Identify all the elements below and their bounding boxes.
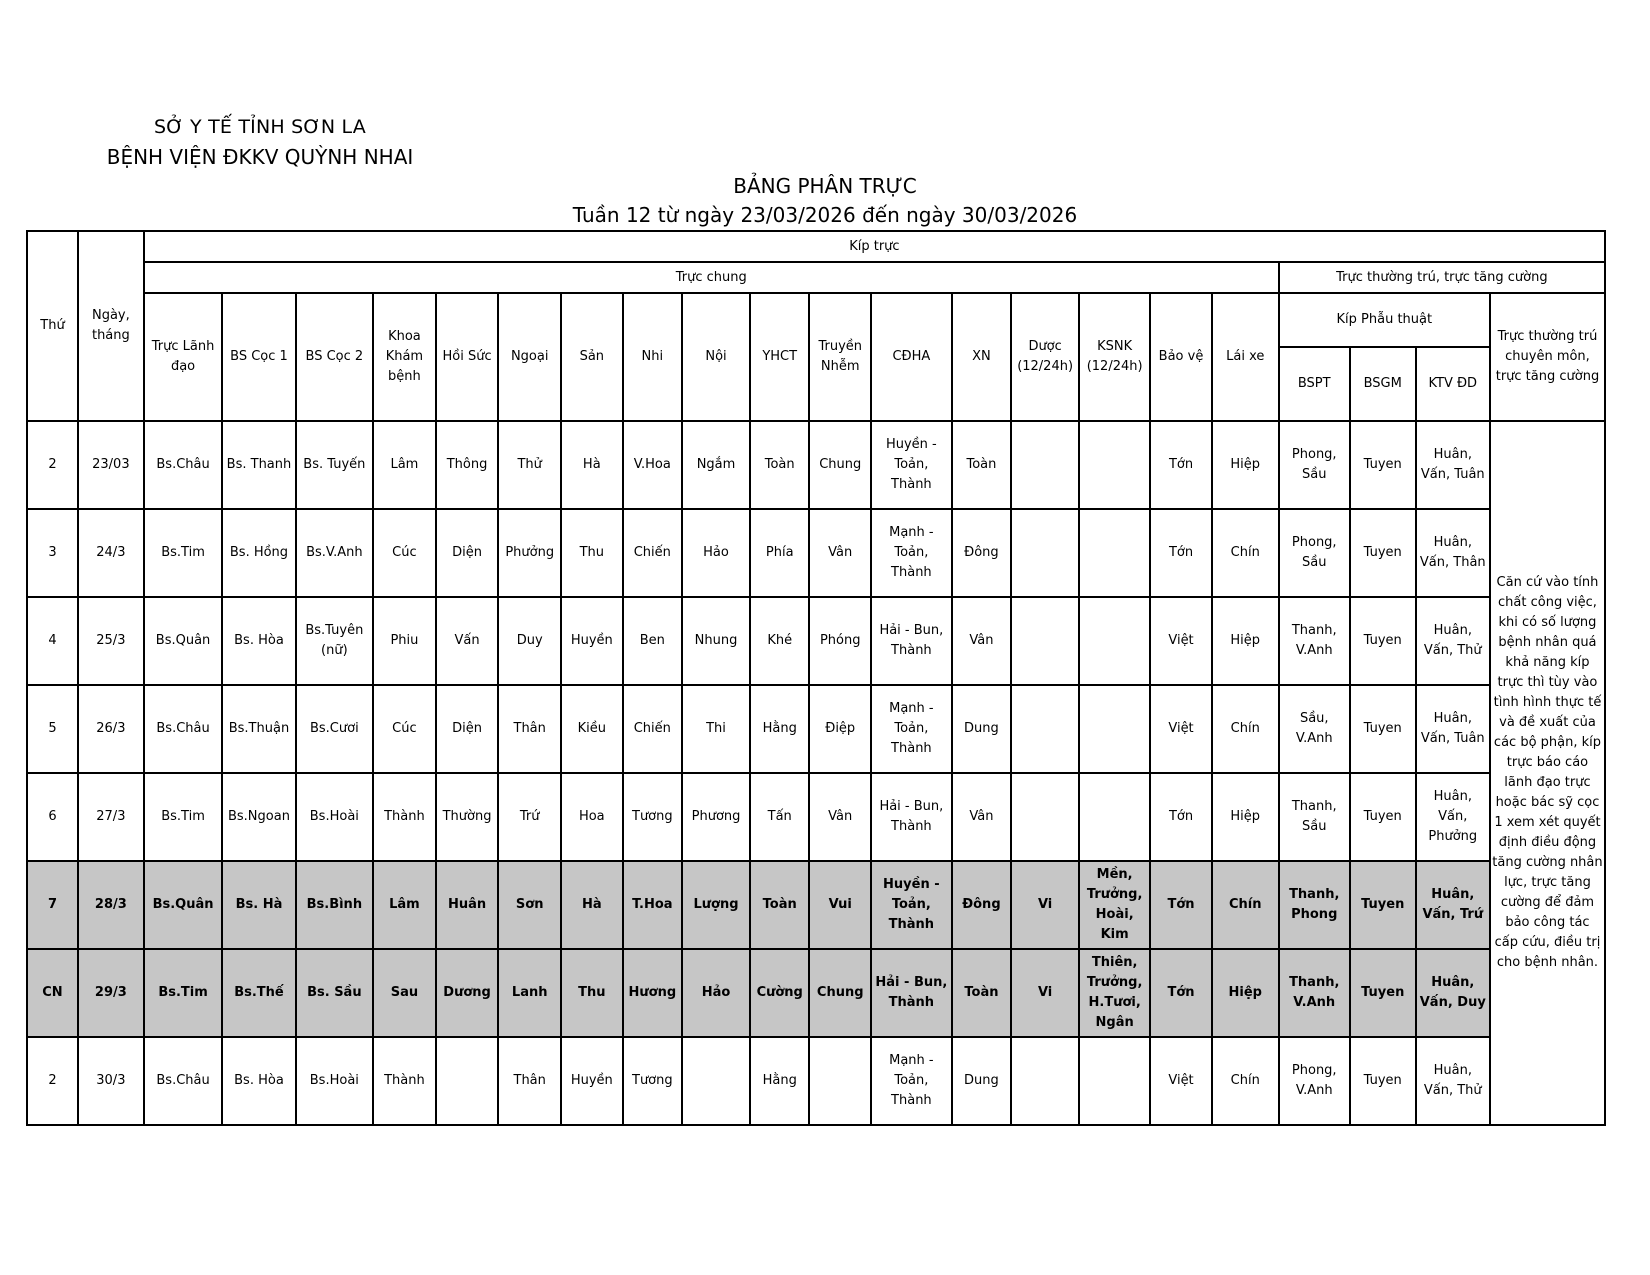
header-kip-truc: Kíp trực [144,231,1605,262]
document-title: BẢNG PHÂN TRỰC [733,174,917,198]
table-cell: Thành [373,773,436,861]
table-cell: Huyền [561,597,623,685]
header-truc-chung: Trực chung [144,262,1279,293]
table-cell: Bs. Hòa [222,1037,295,1125]
cell-thu: CN [27,949,78,1037]
table-cell: Tớn [1150,949,1212,1037]
table-cell: Thành [373,1037,436,1125]
cell-thu: 2 [27,1037,78,1125]
table-cell: Huyền [561,1037,623,1125]
table-cell: Bs.Hoài [296,773,374,861]
table-cell: Bs.Hoài [296,1037,374,1125]
table-cell: Vân [952,597,1011,685]
cell-ngay: 30/3 [78,1037,144,1125]
table-row [27,509,1605,597]
table-cell: Vân [809,773,871,861]
table-cell: Huân, Vấn, Trứ [1416,861,1490,949]
table-cell [1011,597,1079,685]
table-cell: Việt [1150,597,1212,685]
table-cell: Cường [750,949,809,1037]
table-row [27,1037,1605,1125]
table-cell: Việt [1150,685,1212,773]
table-cell [682,1037,750,1125]
table-cell: Bs. Sầu [296,949,374,1037]
header-kip-phau-thuat: Kíp Phẫu thuật [1279,293,1490,347]
column-header: Nội [682,293,750,421]
table-cell: Lanh [498,949,561,1037]
table-cell: Hiệp [1212,949,1279,1037]
table-cell: Thiên, Trưởng, H.Tươi, Ngân [1079,949,1150,1037]
table-cell: Toàn [952,949,1011,1037]
table-cell: Tớn [1150,773,1212,861]
table-cell: Vấn [436,597,499,685]
cell-ngay: 27/3 [78,773,144,861]
table-cell: Thanh, Phong [1279,861,1350,949]
table-cell: Phương [682,773,750,861]
table-cell: Bs.Quân [144,861,223,949]
table-cell: Dung [952,1037,1011,1125]
table-cell: Thanh, V.Anh [1279,597,1350,685]
column-header: Ngoại [498,293,561,421]
column-header: CĐHA [871,293,952,421]
table-cell: Việt [1150,1037,1212,1125]
table-cell: Hà [561,421,623,509]
table-cell: Hà [561,861,623,949]
table-cell: Chiến [623,509,682,597]
table-cell: Hiệp [1212,421,1279,509]
table-cell: Huân, Vấn, Tuân [1416,685,1490,773]
table-cell: Đông [952,861,1011,949]
column-header: YHCT [750,293,809,421]
table-cell: Lượng [682,861,750,949]
table-cell: Chung [809,949,871,1037]
header-truc-thuong-tru: Trực thường trú, trực tăng cường [1279,262,1605,293]
table-cell: Khé [750,597,809,685]
table-cell [1011,685,1079,773]
cell-ngay: 26/3 [78,685,144,773]
table-cell [436,1037,499,1125]
table-cell: Mạnh - Toản, Thành [871,685,952,773]
table-cell: Hảo [682,509,750,597]
table-cell: Tương [623,773,682,861]
table-cell: Hằng [750,685,809,773]
table-cell: Đông [952,509,1011,597]
table-cell [1079,773,1150,861]
table-cell: Bs.Ngoan [222,773,295,861]
table-cell: Bs.Cươi [296,685,374,773]
table-cell: Toàn [750,861,809,949]
table-cell: Bs.Tim [144,773,223,861]
table-cell: Thu [561,949,623,1037]
column-header: Bảo vệ [1150,293,1212,421]
agency-name: SỞ Y TẾ TỈNH SƠN LA [154,116,366,138]
table-cell [1079,421,1150,509]
table-cell [1079,685,1150,773]
table-cell: Hương [623,949,682,1037]
table-cell [1079,597,1150,685]
cell-ngay: 23/03 [78,421,144,509]
table-cell: Dung [952,685,1011,773]
table-cell [1079,509,1150,597]
table-cell: Hiệp [1212,597,1279,685]
table-row [27,861,1605,949]
table-cell: Hải - Bun, Thành [871,949,952,1037]
cell-ngay: 29/3 [78,949,144,1037]
table-cell: Hiệp [1212,773,1279,861]
column-header: KSNK (12/24h) [1079,293,1150,421]
column-header: Sản [561,293,623,421]
table-cell: Tuyen [1350,861,1416,949]
table-cell: Bs.Châu [144,685,223,773]
cell-thu: 2 [27,421,78,509]
table-cell: Phóng [809,597,871,685]
table-cell: Lâm [373,861,436,949]
table-cell: Phong, V.Anh [1279,1037,1350,1125]
column-header: Trực Lãnh đạo [144,293,223,421]
table-cell: Phưởng [498,509,561,597]
surgery-column-header: BSGM [1350,347,1416,421]
table-cell: Bs. Hà [222,861,295,949]
table-cell: Nhung [682,597,750,685]
table-cell: Bs.Bình [296,861,374,949]
table-cell [1011,773,1079,861]
duty-roster-table [26,230,1606,1126]
table-cell: Chín [1212,861,1279,949]
table-cell: Bs.Tuyên (nữ) [296,597,374,685]
table-cell: Thông [436,421,499,509]
table-cell: Mạnh - Toản, Thành [871,509,952,597]
table-cell: Thân [498,1037,561,1125]
table-cell: Tớn [1150,861,1212,949]
table-cell: Ngắm [682,421,750,509]
table-cell [809,1037,871,1125]
table-cell: Huyền - Toản, Thành [871,421,952,509]
table-cell: Toàn [750,421,809,509]
table-row [27,597,1605,685]
table-cell: Huân, Vấn, Duy [1416,949,1490,1037]
column-header: Hồi Sức [436,293,499,421]
table-cell [1079,1037,1150,1125]
table-cell: Tớn [1150,421,1212,509]
table-cell: Tuyen [1350,773,1416,861]
table-cell [1011,509,1079,597]
table-cell: Bs. Thanh [222,421,295,509]
column-header: Truyền Nhễm [809,293,871,421]
table-cell: Thân [498,685,561,773]
table-cell: Sau [373,949,436,1037]
table-cell [1011,1037,1079,1125]
surgery-column-header: BSPT [1279,347,1350,421]
header-thu: Thứ [27,231,78,421]
table-cell: Huân [436,861,499,949]
table-cell: Hoa [561,773,623,861]
surgery-column-header: KTV ĐD [1416,347,1490,421]
column-header: Lái xe [1212,293,1279,421]
table-cell: Diện [436,509,499,597]
table-cell: Tương [623,1037,682,1125]
header-ngay-thang: Ngày, tháng [78,231,144,421]
table-cell: T.Hoa [623,861,682,949]
header-thuong-tru-chuyen-mon: Trực thường trú chuyên môn, trực tăng cường [1490,293,1605,421]
cell-thu: 4 [27,597,78,685]
cell-ngay: 25/3 [78,597,144,685]
cell-ngay: 24/3 [78,509,144,597]
cell-ngay: 28/3 [78,861,144,949]
table-cell: Mạnh - Toản, Thành [871,1037,952,1125]
table-cell: Sầu, V.Anh [1279,685,1350,773]
table-cell: Thử [498,421,561,509]
table-cell: Bs.Quân [144,597,223,685]
table-cell: Phía [750,509,809,597]
table-cell: Thanh, V.Anh [1279,949,1350,1037]
table-cell: Vân [952,773,1011,861]
table-cell: Thường [436,773,499,861]
table-cell: Hằng [750,1037,809,1125]
table-cell: Cúc [373,685,436,773]
table-cell: Tớn [1150,509,1212,597]
table-cell: Vi [1011,861,1079,949]
table-cell: Phong, Sầu [1279,509,1350,597]
table-cell: Bs. Hòa [222,597,295,685]
table-cell: Bs.Châu [144,421,223,509]
table-cell: Huân, Vấn, Phưởng [1416,773,1490,861]
hospital-name: BỆNH VIỆN ĐKKV QUỲNH NHAI [106,145,414,169]
table-cell: V.Hoa [623,421,682,509]
table-cell: Tuyen [1350,509,1416,597]
column-header: Khoa Khám bệnh [373,293,436,421]
table-cell: Tuyen [1350,421,1416,509]
table-cell: Phong, Sầu [1279,421,1350,509]
column-header: XN [952,293,1011,421]
table-row [27,949,1605,1037]
table-row [27,773,1605,861]
table-cell: Tấn [750,773,809,861]
table-cell: Hải - Bun, Thành [871,597,952,685]
column-header: BS Cọc 1 [222,293,295,421]
table-cell: Điệp [809,685,871,773]
note-cell: Căn cứ vào tính chất công việc, khi có số lượng bệnh nhân quá khả năng kíp trực thì tùy vào tình hình thực tế và đề xuất của các bộ phận, kíp trực báo cáo lãnh đạo trực hoặc bác sỹ cọc 1 xem xét quyết định điều động tăng cường nhân lực, trực tăng cường để đảm bảo công tác cấp cứu, điều trị cho bệnh nhân. [1490,421,1605,1125]
table-cell: Bs.Tim [144,509,223,597]
table-cell: Bs. Hồng [222,509,295,597]
table-cell: Tuyen [1350,597,1416,685]
table-cell: Vui [809,861,871,949]
table-cell: Huân, Vấn, Thử [1416,1037,1490,1125]
table-cell: Bs.Thế [222,949,295,1037]
table-cell: Toàn [952,421,1011,509]
table-cell: Chín [1212,509,1279,597]
table-cell: Kiều [561,685,623,773]
table-cell: Bs.Thuận [222,685,295,773]
table-cell: Vân [809,509,871,597]
table-cell: Diện [436,685,499,773]
table-cell: Dương [436,949,499,1037]
cell-thu: 7 [27,861,78,949]
cell-thu: 5 [27,685,78,773]
table-cell: Bs.Châu [144,1037,223,1125]
table-cell: Huân, Vấn, Tuân [1416,421,1490,509]
table-cell: Tuyen [1350,949,1416,1037]
table-row [27,685,1605,773]
table-cell [1011,421,1079,509]
table-cell: Sơn [498,861,561,949]
table-cell: Hảo [682,949,750,1037]
table-cell: Bs. Tuyến [296,421,374,509]
table-cell: Chín [1212,685,1279,773]
table-cell: Lâm [373,421,436,509]
table-cell: Cúc [373,509,436,597]
table-cell: Bs.Tim [144,949,223,1037]
table-cell: Thanh, Sầu [1279,773,1350,861]
table-cell: Bs.V.Anh [296,509,374,597]
column-header: Nhi [623,293,682,421]
table-cell: Ben [623,597,682,685]
table-cell: Phiu [373,597,436,685]
column-header: Dược (12/24h) [1011,293,1079,421]
document-subtitle: Tuần 12 từ ngày 23/03/2026 đến ngày 30/03/2026 [572,203,1078,227]
column-header: BS Cọc 2 [296,293,374,421]
table-cell: Chiến [623,685,682,773]
table-cell: Huyền - Toản, Thành [871,861,952,949]
table-cell: Chung [809,421,871,509]
table-cell: Mền, Trưởng, Hoài, Kim [1079,861,1150,949]
table-cell: Huân, Vấn, Thử [1416,597,1490,685]
table-cell: Thi [682,685,750,773]
table-cell: Tuyen [1350,685,1416,773]
cell-thu: 3 [27,509,78,597]
table-cell: Hải - Bun, Thành [871,773,952,861]
table-cell: Duy [498,597,561,685]
table-cell: Tuyen [1350,1037,1416,1125]
table-cell: Vi [1011,949,1079,1037]
cell-thu: 6 [27,773,78,861]
table-cell: Thu [561,509,623,597]
table-cell: Chín [1212,1037,1279,1125]
table-row [27,421,1605,509]
table-cell: Huân, Vấn, Thân [1416,509,1490,597]
table-cell: Trứ [498,773,561,861]
